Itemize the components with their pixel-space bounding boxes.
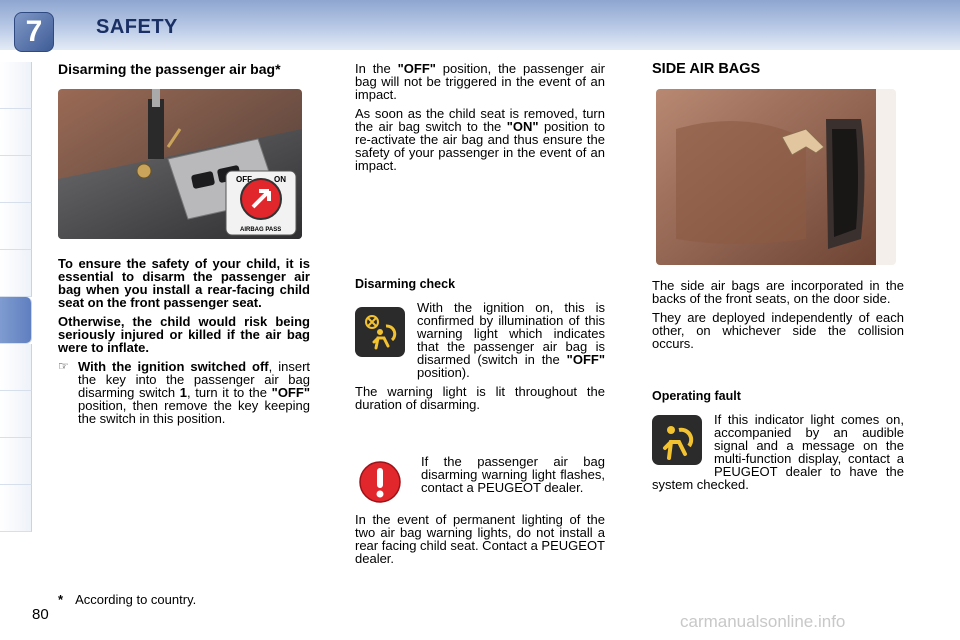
watermark: carmanualsonline.info	[680, 612, 846, 631]
stop-warning-icon	[355, 457, 405, 507]
chapter-tab[interactable]	[0, 485, 32, 532]
side-airbag-deploy-text: They are deployed independently of each other, on whichever side the collision occurs.	[652, 310, 904, 351]
chapter-tab[interactable]	[0, 391, 32, 438]
chapter-title: SAFETY	[96, 16, 178, 38]
switch-label-on: ON	[274, 175, 286, 184]
chapter-number: 7	[25, 15, 43, 48]
step-switch-number: 1	[179, 385, 187, 400]
disarming-duration-text: The warning light is lit throughout the duration of disarming.	[355, 384, 605, 412]
check-text-b: position).	[417, 365, 470, 380]
footnote-mark: *	[58, 592, 64, 607]
chapter-tabs	[0, 62, 34, 572]
chapter-tab-active[interactable]	[0, 297, 32, 344]
disarming-check-block	[355, 301, 605, 379]
airbag-switch-illustration	[58, 89, 302, 239]
p1-b: position, the passenger air bag will not be triggered in the event of an impact.	[355, 61, 605, 102]
chapter-tab[interactable]	[0, 438, 32, 485]
step-off: "OFF"	[271, 385, 310, 400]
middle-column	[355, 62, 605, 571]
footnote	[58, 592, 196, 607]
section-title-disarming: Disarming the passenger air bag*	[58, 61, 281, 77]
step-bullet-icon: ☞	[58, 359, 69, 373]
permanent-lighting-text: In the event of permanent lighting of the two air bag warning lights, do not install a rear facing child seat. Contact a PEUGEOT dealer.	[355, 512, 605, 566]
step-text	[78, 360, 310, 425]
seat-illustration	[656, 89, 896, 265]
off-position-text	[355, 62, 605, 101]
p1-off: "OFF"	[397, 61, 436, 76]
right-column	[652, 62, 904, 491]
airbag-switch-photo	[58, 89, 302, 239]
switch-label-off: OFF	[236, 175, 252, 184]
chapter-tab[interactable]	[0, 156, 32, 203]
check-text-a: With the ignition on, this is confirmed by illumination of this warning light which indicates that the passenger air bag is disarmed (switch in the	[417, 300, 605, 367]
step-text-a: , insert the key into the passenger air bag disarming switch	[78, 359, 311, 400]
child-safety-warning: To ensure the safety of your child, it is essential to disarm the passenger air bag when you install a rear-facing child seat on the front passenger seat.	[58, 256, 310, 310]
p2-b: position to re-activate the air bag and thus ensure the safety of your passenger in the event of an impact.	[355, 119, 605, 173]
injury-warning: Otherwise, the child would risk being seriously injured or killed if the air bag were to inflate.	[58, 314, 310, 355]
footnote-text: According to country.	[75, 592, 197, 607]
reactivate-text	[355, 107, 605, 172]
page-number: 80	[32, 606, 49, 623]
airbag-fault-icon	[652, 415, 702, 465]
side-airbag-location-text: The side air bags are incorporated in the backs of the front seats, on the door side.	[652, 278, 904, 306]
side-airbag-seat-photo	[656, 89, 896, 265]
operating-fault-block	[652, 413, 904, 491]
airbag-off-warning-icon	[355, 307, 405, 357]
p1-a: In the	[355, 61, 398, 76]
operating-fault-text: If this indicator light comes on, accompanied by an audible signal and a message on the multi-function display, contact a PEUGEOT dealer to have the system checked.	[652, 412, 904, 492]
chapter-tab[interactable]	[0, 203, 32, 250]
left-column	[58, 62, 310, 425]
disarm-step	[58, 360, 310, 425]
p2-on: "ON"	[506, 119, 539, 134]
chapter-tab[interactable]	[0, 250, 32, 297]
step-bold: With the ignition switched off	[78, 359, 269, 374]
disarming-check-title: Disarming check	[355, 277, 456, 291]
chapter-number-badge	[14, 12, 54, 52]
chapter-tab[interactable]	[0, 344, 32, 391]
flashing-warning-text: If the passenger air bag disarming warning light flashes, contact a PEUGEOT dealer.	[421, 454, 605, 495]
step-text-c: position, then remove the key keeping the switch in this position.	[78, 398, 310, 426]
switch-label-bottom: AIRBAG PASS	[240, 227, 282, 233]
chapter-tab[interactable]	[0, 62, 32, 109]
operating-fault-title: Operating fault	[652, 389, 741, 403]
flashing-warning-block	[355, 455, 605, 507]
disarming-check-text	[417, 301, 605, 379]
step-text-b: , turn it to the	[187, 385, 272, 400]
chapter-tab[interactable]	[0, 109, 32, 156]
side-airbags-title: SIDE AIR BAGS	[652, 61, 761, 77]
check-off: "OFF"	[566, 352, 605, 367]
p2-a: As soon as the child seat is removed, turn the air bag switch to the	[355, 106, 605, 134]
